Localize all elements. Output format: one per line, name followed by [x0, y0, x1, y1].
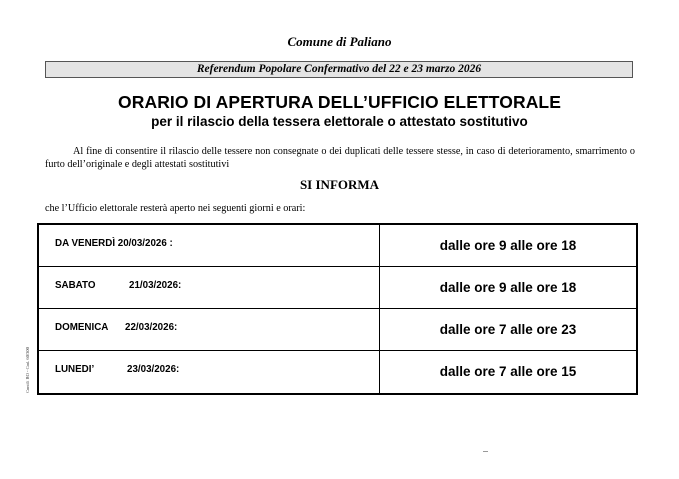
- page-title: ORARIO DI APERTURA DELL’UFFICIO ELETTORALE: [118, 92, 561, 112]
- day-label: LUNEDI’: [55, 364, 95, 375]
- day-cell: [39, 267, 380, 308]
- hours-cell: dalle ore 9 alle ore 18: [439, 280, 577, 295]
- lead-sentence: che l’Ufficio elettorale resterà aperto nei seguenti giorni e orari:: [45, 203, 306, 214]
- page-subtitle: per il rilascio della tessera elettorale o attestato sostitutivo: [151, 114, 528, 129]
- hours-cell: dalle ore 7 alle ore 23: [439, 322, 577, 337]
- schedule-table: [37, 223, 638, 395]
- referendum-banner: Referendum Popolare Confermativo del 22 e 23 marzo 2026: [45, 61, 633, 78]
- page-mark: [483, 451, 488, 452]
- hours-cell: dalle ore 9 alle ore 18: [439, 238, 577, 253]
- municipality-name: Comune di Paliano: [287, 34, 392, 49]
- day-label: DOMENICA: [55, 322, 109, 333]
- table-row: [39, 225, 636, 267]
- day-label: DA VENERDÌ 20/03/2026 :: [55, 238, 173, 249]
- day-cell: [39, 309, 380, 350]
- table-row: [39, 351, 636, 393]
- hours-cell: dalle ore 7 alle ore 15: [439, 364, 577, 379]
- date-label: 21/03/2026:: [129, 280, 182, 291]
- table-row: [39, 309, 636, 351]
- date-label: 22/03/2026:: [125, 322, 178, 333]
- day-label: SABATO: [55, 280, 96, 291]
- day-cell: [39, 225, 380, 266]
- margin-note: Contili RO - Cod. 60/300: [25, 347, 30, 393]
- day-cell: [39, 351, 380, 393]
- inform-heading: SI INFORMA: [299, 177, 380, 192]
- table-row: [39, 267, 636, 309]
- date-label: 23/03/2026:: [127, 364, 180, 375]
- intro-paragraph: Al fine di consentire il rilascio delle tessere non consegnate o dei duplicati delle tessere stesse, in caso di deterioramento, smarrimento o furto dell’originale e degli attestati sostitutivi: [45, 146, 635, 170]
